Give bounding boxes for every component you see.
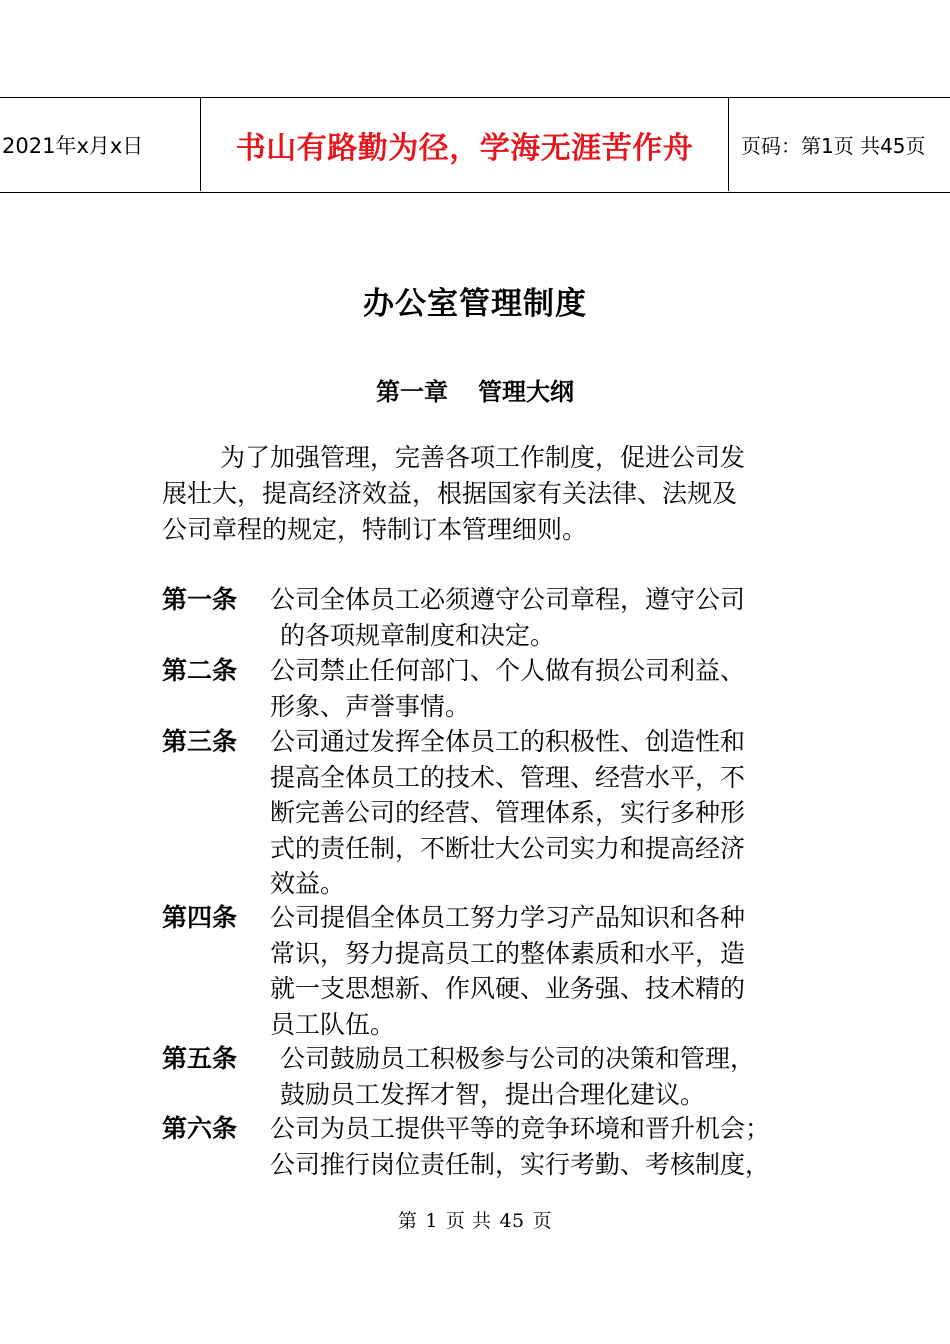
intro-line: 为了加强管理，完善各项工作制度，促进公司发 [220, 443, 746, 472]
article-line: 鼓励员工发挥才智，提出合理化建议。 [280, 1079, 706, 1109]
article-line: 公司全体员工必须遵守公司章程，遵守公司 [270, 585, 746, 614]
page-footer [0, 1206, 950, 1233]
chapter-number: 第一章 [376, 378, 448, 406]
document-title: 办公室管理制度 [363, 286, 587, 322]
article-line: 断完善公司的经营、管理体系，实行多种形 [270, 798, 746, 827]
article-line: 式的责任制，不断壮大公司实力和提高经济 [270, 833, 746, 863]
article-label: 第六条 [162, 1114, 238, 1143]
article-line: 公司为员工提供平等的竞争环境和晋升机会； [270, 1114, 771, 1143]
article-label: 第五条 [162, 1044, 238, 1073]
article-line: 公司推行岗位责任制，实行考勤、考核制度， [270, 1149, 771, 1179]
intro-line: 公司章程的规定，特制订本管理细则。 [162, 515, 588, 544]
footer-prefix: 第 [397, 1210, 418, 1232]
article-line: 公司提倡全体员工努力学习产品知识和各种 [270, 903, 746, 932]
article-line: 提高全体员工的技术、管理、经营水平，不 [270, 762, 746, 792]
header-page-info: 页码：第1页 共45页 [741, 134, 926, 158]
footer-page-number: 1 [425, 1210, 438, 1232]
article-line: 公司通过发挥全体员工的积极性、创造性和 [270, 727, 746, 756]
chapter-heading [0, 372, 950, 407]
article-line: 就一支思想新、作风硬、业务强、技术精的 [270, 974, 746, 1003]
intro-paragraph [162, 440, 802, 548]
intro-line: 展壮大，提高经济效益，根据国家有关法律、法规及 [162, 479, 738, 508]
footer-mid: 页 共 [445, 1210, 492, 1232]
header-motto: 书山有路勤为径，学海无涯苦作舟 [201, 98, 729, 191]
footer-total-pages: 45 [499, 1210, 525, 1232]
article-label: 第三条 [162, 727, 238, 756]
article-line: 公司禁止任何部门、个人做有损公司利益、 [270, 656, 746, 685]
article-line: 的各项规章制度和决定。 [280, 620, 556, 650]
header-table [0, 97, 950, 193]
article-line: 形象、声誉事情。 [270, 691, 471, 721]
article-label: 第一条 [162, 585, 238, 614]
header-date: 2021年x月x日 [0, 98, 201, 191]
chapter-title: 管理大纲 [478, 378, 574, 406]
article-label: 第二条 [162, 656, 238, 685]
article-line: 员工队伍。 [270, 1009, 396, 1039]
footer-suffix: 页 [532, 1210, 553, 1232]
article-line: 公司鼓励员工积极参与公司的决策和管理， [280, 1044, 756, 1073]
article-line: 常识，努力提高员工的整体素质和水平，造 [270, 938, 746, 968]
article-line: 效益。 [270, 869, 346, 898]
article-label: 第四条 [162, 903, 238, 932]
